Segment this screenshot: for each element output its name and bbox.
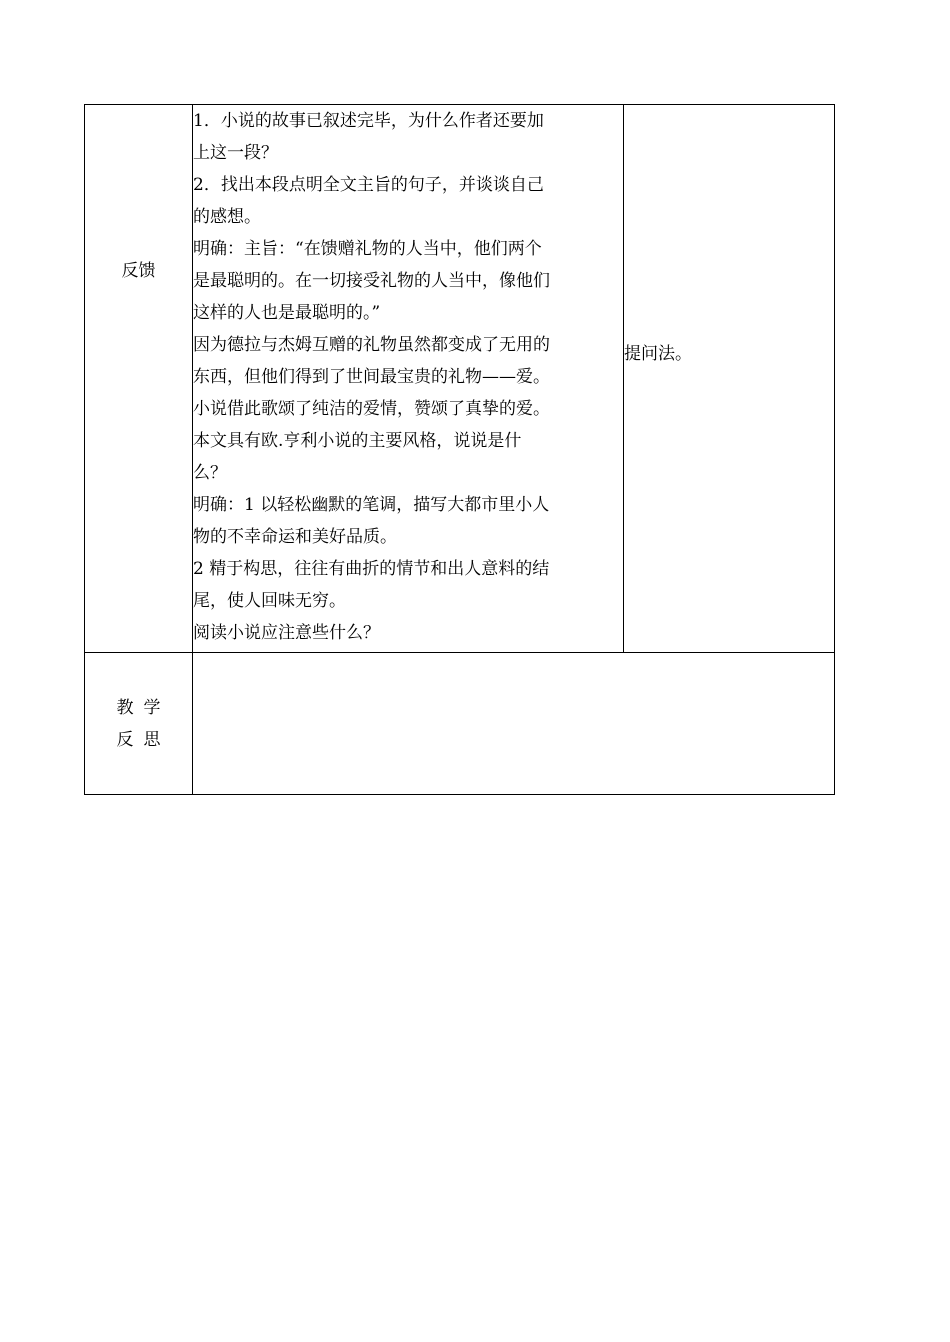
feedback-label: 反馈 (121, 261, 156, 281)
content-line: 东西，但他们得到了世间最宝贵的礼物——爱。 (193, 367, 550, 387)
content-line: 本文具有欧.亨利小说的主要风格，说说是什 (193, 431, 522, 451)
content-line: 的感想。 (193, 207, 261, 227)
content-line: 物的不幸命运和美好品质。 (193, 527, 397, 547)
reflection-row (85, 653, 835, 795)
lesson-table (84, 104, 835, 795)
reflection-content-cell (193, 653, 835, 795)
content-line: 么？ (193, 463, 227, 483)
method-cell (624, 105, 835, 653)
feedback-content (193, 105, 623, 649)
content-line: 明确：主旨：“在馈赠礼物的人当中，他们两个 (193, 239, 542, 259)
content-line: 1．小说的故事已叙述完毕，为什么作者还要加 (193, 111, 544, 131)
content-line: 明确：1 以轻松幽默的笔调，描写大都市里小人 (193, 495, 550, 515)
content-line: 尾，使人回味无穷。 (193, 591, 346, 611)
content-line: 阅读小说应注意些什么？ (193, 623, 380, 643)
content-line: 2 精于构思，往往有曲折的情节和出人意料的结 (193, 559, 550, 579)
content-line: 是最聪明的。在一切接受礼物的人当中，像他们 (193, 271, 550, 291)
feedback-label-cell (85, 105, 193, 653)
feedback-row (85, 105, 835, 653)
reflection-label-cell (85, 653, 193, 795)
content-line: 小说借此歌颂了纯洁的爱情，赞颂了真挚的爱。 (193, 399, 550, 419)
reflection-label-line1: 教学 (116, 697, 171, 718)
reflection-label-line2: 反思 (116, 729, 171, 750)
method-text: 提问法。 (624, 343, 692, 364)
content-line: 上这一段？ (193, 143, 278, 163)
content-line: 2．找出本段点明全文主旨的句子，并谈谈自己 (193, 175, 544, 195)
content-line: 这样的人也是最聪明的。” (193, 303, 381, 323)
feedback-content-cell (193, 105, 624, 653)
content-line: 因为德拉与杰姆互赠的礼物虽然都变成了无用的 (193, 335, 550, 355)
